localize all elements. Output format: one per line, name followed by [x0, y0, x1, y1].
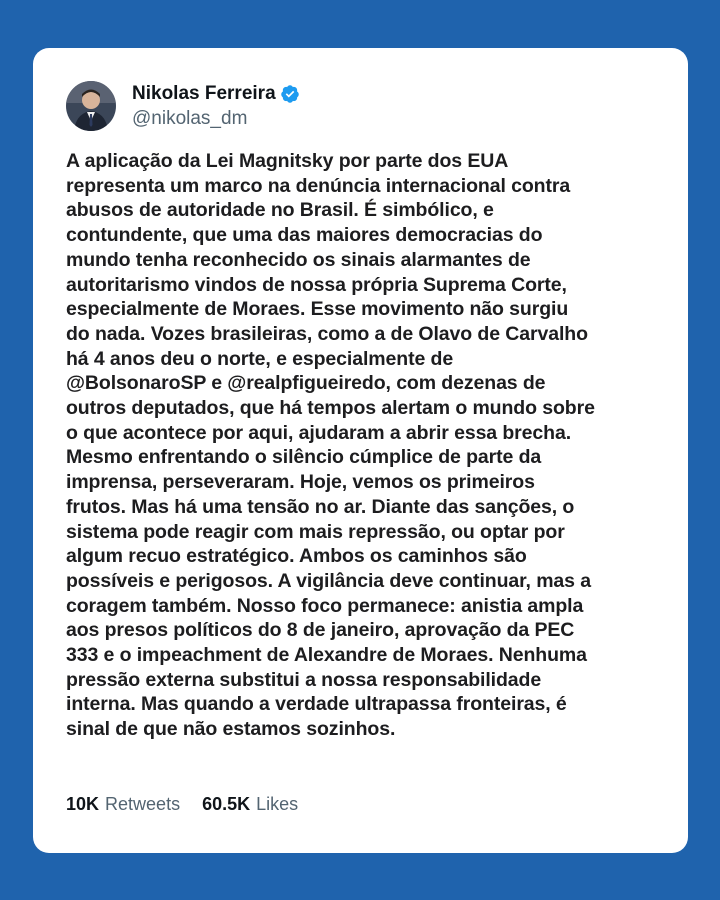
author-names	[132, 82, 300, 131]
verified-badge-icon	[280, 84, 300, 104]
author-handle[interactable]: @nikolas_dm	[132, 107, 248, 129]
author-display-name[interactable]: Nikolas Ferreira	[132, 82, 276, 104]
retweets-stat[interactable]	[66, 792, 180, 816]
likes-count: 60.5K	[202, 794, 251, 814]
likes-label: Likes	[256, 794, 299, 814]
tweet-header	[66, 81, 300, 131]
name-row	[132, 82, 300, 106]
retweets-count: 10K	[66, 794, 100, 814]
likes-stat[interactable]	[202, 792, 298, 816]
tweet-stats	[66, 792, 320, 816]
tweet-text: A aplicação da Lei Magnitsky por parte dos EUA representa um marco na denúncia internacional contra abusos de autoridade no Brasil. É simbólico, e contundente, que uma das maiores democracias do mundo tenha reconhecido os sinais alarmantes de autoritarismo vindos de nossa própria Suprema Corte, especialmente de Moraes. Esse movimento não surgiu do nada. Vozes brasileiras, como a de Olavo de Carvalho há 4 anos deu o norte, e especialmente de @BolsonaroSP e @realpfigueiredo, com dezenas de outros deputados, que há tempos alertam o mundo sobre o que acontece por aqui, ajudaram a abrir essa brecha. Mesmo enfrentando o silêncio cúmplice de parte da imprensa, perseveraram. Hoje, vemos os primeiros frutos. Mas há uma tensão no ar. Diante das sanções, o sistema pode reagir com mais repressão, ou optar por algum recuo estratégico. Ambos os caminhos são possíveis e perigosos. A vigilância deve continuar, mas a coragem também. Nosso foco permanece: anistia ampla aos presos políticos do 8 de janeiro, aprovação da PEC 333 e o impeachment de Alexandre de Moraes. Nenhuma pressão externa substitui a nossa responsabilidade interna. Mas quando a verdade ultrapassa fronteiras, é sinal de que não estamos sozinhos.	[66, 150, 595, 741]
avatar[interactable]	[66, 81, 116, 131]
retweets-label: Retweets	[105, 794, 181, 814]
tweet-card	[33, 48, 688, 853]
